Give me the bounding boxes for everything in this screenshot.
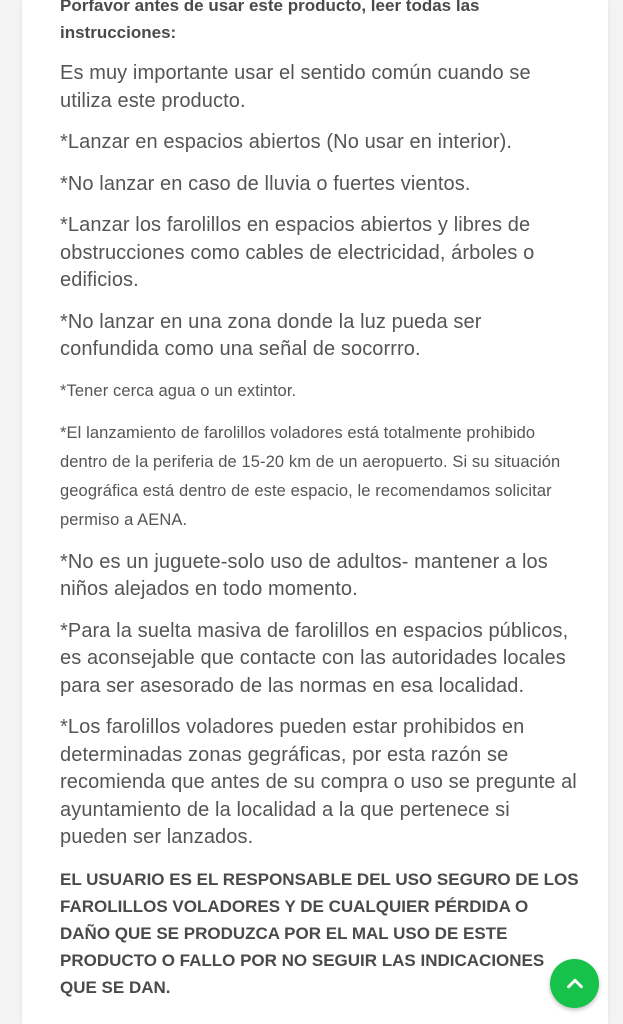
instruction-item: *Para la suelta masiva de farolillos en espacios públicos, es aconsejable que contacte con las autoridades locales para ser asesorado de las normas en esa localidad. <box>60 619 569 697</box>
instruction-item: *No es un juguete-solo uso de adultos- mantener a los niños alejados en todo momento. <box>60 550 548 600</box>
instruction-item: *Los farolillos voladores pueden estar prohibidos en determinadas zonas gegráficas, por esta razón se recomienda que antes de su compra o uso se pregunte al ayuntamiento de la localidad a la que pertenece si pueden ser lanzados. <box>60 716 577 848</box>
instructions-card <box>22 0 608 1024</box>
chevron-up-icon <box>564 973 586 995</box>
scroll-to-top-button[interactable] <box>550 959 599 1008</box>
instruction-item: *Lanzar en espacios abiertos (No usar en interior). <box>60 131 512 153</box>
instruction-item: Es muy importante usar el sentido común cuando se utiliza este producto. <box>60 62 531 112</box>
instruction-item: *No lanzar en caso de lluvia o fuertes vientos. <box>60 172 471 195</box>
user-responsibility-warning: EL USUARIO ES EL RESPONSABLE DEL USO SEGURO DE LOS FAROLILLOS VOLADORES Y DE CUALQUIER PÉRDIDA O DAÑO QUE SE PRODUZCA POR EL MAL USO DE ESTE PRODUCTO O FALLO POR NO SEGUIR LAS INDICACIONES QUE SE DAN. <box>60 869 579 998</box>
instruction-item: *El lanzamiento de farolillos voladores está totalmente prohibido dentro de la periferia de 15-20 km de un aeropuerto. Si su situación geográfica está dentro de este espacio, le recomendamos solicitar permiso a AENA. <box>60 423 561 529</box>
instructions-content <box>60 0 580 1002</box>
instructions-intro: Porfavor antes de usar este producto, leer todas las instrucciones: <box>60 0 480 42</box>
instruction-item: *Tener cerca agua o un extintor. <box>60 381 297 400</box>
instruction-item: *Lanzar los farolillos en espacios abiertos y libres de obstrucciones como cables de electricidad, árboles o edificios. <box>60 214 535 291</box>
instruction-item: *No lanzar en una zona donde la luz pueda ser confundida como una señal de socorrro. <box>60 310 482 360</box>
